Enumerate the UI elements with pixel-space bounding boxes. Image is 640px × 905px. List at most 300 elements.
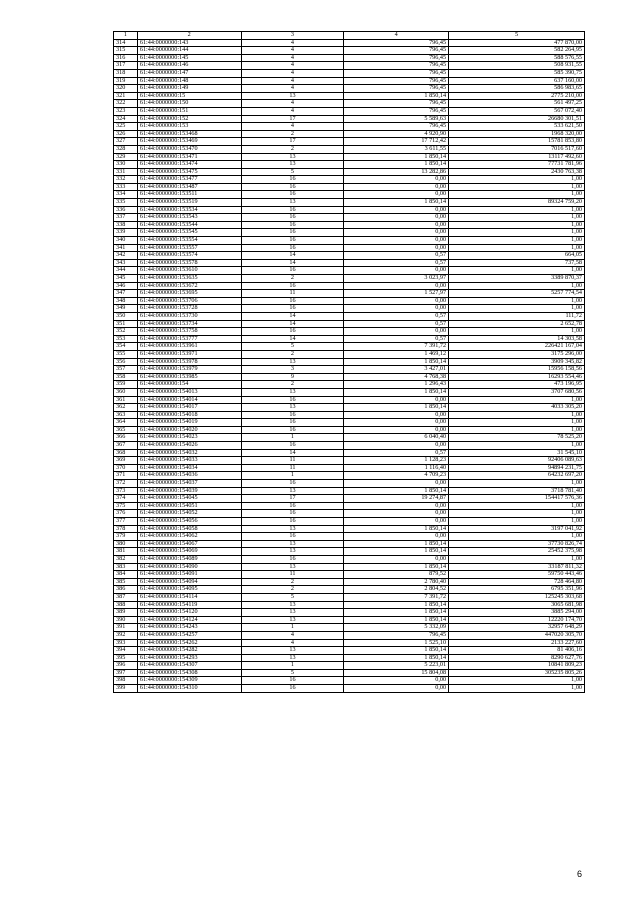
table-cell: 11: [241, 571, 344, 579]
table-cell: 11: [241, 290, 344, 298]
table-cell: 337: [114, 214, 138, 222]
table-row: [114, 221, 585, 229]
table-cell: 3718 781,40: [449, 487, 585, 495]
table-cell: 61:44:0000000:148: [137, 77, 241, 85]
table-cell: 14: [241, 335, 344, 343]
table-row: [114, 442, 585, 450]
table-cell: 1: [241, 662, 344, 670]
table-cell: 0,00: [344, 419, 449, 427]
table-cell: 3197 041,92: [449, 525, 585, 533]
table-cell: 1: [241, 472, 344, 480]
table-row: [114, 624, 585, 632]
table-row: [114, 502, 585, 510]
table-cell: 586 983,65: [449, 85, 585, 93]
table-cell: 316: [114, 54, 138, 62]
table-cell: 368: [114, 449, 138, 457]
table-cell: 4: [241, 39, 344, 47]
table-cell: 369: [114, 457, 138, 465]
table-cell: 0,00: [344, 677, 449, 685]
table-cell: 1,00: [449, 176, 585, 184]
table-cell: 395: [114, 654, 138, 662]
table-cell: 1,00: [449, 533, 585, 541]
table-row: [114, 518, 585, 526]
table-cell: 386: [114, 586, 138, 594]
table-row: [114, 578, 585, 586]
table-row: [114, 358, 585, 366]
table-cell: 1,00: [449, 685, 585, 693]
table-cell: 1 850,14: [344, 487, 449, 495]
table-cell: 322: [114, 100, 138, 108]
table-cell: 61:44:0000000:154069: [137, 548, 241, 556]
table-cell: 370: [114, 464, 138, 472]
table-cell: 61:44:0000000:154119: [137, 601, 241, 609]
table-cell: 61:44:0000000:153477: [137, 176, 241, 184]
table-cell: 0,00: [344, 237, 449, 245]
table-row: [114, 244, 585, 252]
table-cell: 13: [241, 92, 344, 100]
table-cell: 14 303,58: [449, 335, 585, 343]
table-cell: 61:44:0000000:154014: [137, 396, 241, 404]
table-cell: 375: [114, 502, 138, 510]
table-cell: 1,00: [449, 411, 585, 419]
table-cell: 13: [241, 647, 344, 655]
table-cell: 447020 305,70: [449, 631, 585, 639]
table-row: [114, 145, 585, 153]
table-row: [114, 434, 585, 442]
table-cell: 61:44:0000000:154037: [137, 480, 241, 488]
table-cell: 1,00: [449, 480, 585, 488]
table-cell: 3065 681,98: [449, 601, 585, 609]
table-cell: 61:44:0000000:154034: [137, 464, 241, 472]
table-cell: 226421 167,04: [449, 343, 585, 351]
table-row: [114, 297, 585, 305]
table-cell: 5 332,09: [344, 624, 449, 632]
table-cell: 1 850,14: [344, 358, 449, 366]
table-cell: 0,57: [344, 320, 449, 328]
table-row: [114, 404, 585, 412]
table-cell: 2: [241, 578, 344, 586]
table-cell: 0,00: [344, 426, 449, 434]
table-cell: 3: [241, 366, 344, 374]
table-row: [114, 555, 585, 563]
table-cell: 61:44:0000000:153777: [137, 335, 241, 343]
table-cell: 1 527,97: [344, 290, 449, 298]
table-cell: 61:44:0000000:149: [137, 85, 241, 93]
table-row: [114, 320, 585, 328]
table-cell: 61:44:0000000:145: [137, 54, 241, 62]
table-cell: 334: [114, 191, 138, 199]
table-cell: 61:44:0000000:154293: [137, 654, 241, 662]
table-cell: 3 611,55: [344, 145, 449, 153]
table-cell: 9: [241, 373, 344, 381]
table-cell: 380: [114, 540, 138, 548]
table-header-row: [114, 32, 585, 40]
table-cell: 0,00: [344, 183, 449, 191]
table-row: [114, 540, 585, 548]
table-cell: 393: [114, 639, 138, 647]
table-cell: 16: [241, 305, 344, 313]
table-cell: 0,57: [344, 312, 449, 320]
table-row: [114, 609, 585, 617]
table-cell: 2: [241, 275, 344, 283]
table-cell: 362: [114, 404, 138, 412]
table-row: [114, 647, 585, 655]
table-cell: 1,00: [449, 229, 585, 237]
table-cell: 348: [114, 297, 138, 305]
table-cell: 2775 210,00: [449, 92, 585, 100]
table-cell: 1,00: [449, 267, 585, 275]
table-cell: 61:44:0000000:153475: [137, 168, 241, 176]
table-cell: 61:44:0000000:153961: [137, 343, 241, 351]
table-row: [114, 252, 585, 260]
table-row: [114, 487, 585, 495]
table-cell: 5 589,63: [344, 115, 449, 123]
table-cell: 16: [241, 518, 344, 526]
table-cell: 3 427,01: [344, 366, 449, 374]
table-cell: 1,00: [449, 282, 585, 290]
table-cell: 342: [114, 252, 138, 260]
table-cell: 25452 375,98: [449, 548, 585, 556]
table-row: [114, 601, 585, 609]
table-cell: 61:44:0000000:154058: [137, 525, 241, 533]
table-cell: 16: [241, 237, 344, 245]
table-cell: 19 274,87: [344, 495, 449, 503]
table-cell: 61:44:0000000:153487: [137, 183, 241, 191]
table-cell: 390: [114, 616, 138, 624]
table-row: [114, 312, 585, 320]
table-cell: 384: [114, 571, 138, 579]
table-cell: 61:44:0000000:154019: [137, 419, 241, 427]
table-cell: 397: [114, 669, 138, 677]
table-row: [114, 282, 585, 290]
table-cell: 61:44:0000000:154094: [137, 578, 241, 586]
table-cell: 1: [241, 624, 344, 632]
table-cell: 358: [114, 373, 138, 381]
table-row: [114, 677, 585, 685]
table-cell: 14: [241, 252, 344, 260]
table-cell: 2: [241, 350, 344, 358]
table-cell: 637 160,00: [449, 77, 585, 85]
table-cell: 332: [114, 176, 138, 184]
table-cell: 0,00: [344, 480, 449, 488]
table-cell: 1,00: [449, 396, 585, 404]
table-cell: 320: [114, 85, 138, 93]
table-cell: 0,00: [344, 533, 449, 541]
table-cell: 0,00: [344, 510, 449, 518]
table-cell: 1 850,14: [344, 548, 449, 556]
table-row: [114, 350, 585, 358]
table-cell: 11: [241, 464, 344, 472]
table-cell: 16: [241, 244, 344, 252]
table-cell: 2 804,52: [344, 586, 449, 594]
table-cell: 0,00: [344, 191, 449, 199]
table-cell: 5257 774,54: [449, 290, 585, 298]
table-cell: 353: [114, 335, 138, 343]
table-cell: 61:44:0000000:154039: [137, 487, 241, 495]
table-row: [114, 480, 585, 488]
table-row: [114, 510, 585, 518]
table-cell: 61:44:0000000:153471: [137, 153, 241, 161]
table-cell: 1 850,14: [344, 601, 449, 609]
table-cell: 1,00: [449, 419, 585, 427]
table-cell: 340: [114, 237, 138, 245]
table-cell: 16: [241, 533, 344, 541]
table-cell: 61:44:0000000:154013: [137, 388, 241, 396]
table-cell: 4: [241, 47, 344, 55]
table-cell: 4 768,38: [344, 373, 449, 381]
table-cell: 61:44:0000000:153672: [137, 282, 241, 290]
table-row: [114, 328, 585, 336]
table-row: [114, 669, 585, 677]
table-cell: 2: [241, 586, 344, 594]
table-cell: 588 576,55: [449, 54, 585, 62]
table-cell: 0,00: [344, 555, 449, 563]
table-row: [114, 92, 585, 100]
table-cell: 16293 554,46: [449, 373, 585, 381]
table-cell: 2: [241, 145, 344, 153]
table-row: [114, 214, 585, 222]
table-cell: 61:44:0000000:154262: [137, 639, 241, 647]
table-cell: 1968 320,00: [449, 130, 585, 138]
table-cell: 796,45: [344, 39, 449, 47]
table-cell: 373: [114, 487, 138, 495]
table-cell: 61:44:0000000:154062: [137, 533, 241, 541]
table-cell: 354: [114, 343, 138, 351]
table-cell: 4: [241, 77, 344, 85]
table-cell: 330: [114, 161, 138, 169]
table-cell: 26680 301,51: [449, 115, 585, 123]
table-row: [114, 153, 585, 161]
table-cell: 399: [114, 685, 138, 693]
table-cell: 61:44:0000000:154307: [137, 662, 241, 670]
table-cell: 1 469,12: [344, 350, 449, 358]
table-cell: 315: [114, 47, 138, 55]
table-cell: 59750 443,46: [449, 571, 585, 579]
table-cell: 61:44:0000000:154067: [137, 540, 241, 548]
table-cell: 2: [241, 130, 344, 138]
table-row: [114, 237, 585, 245]
table-cell: 2430 763,38: [449, 168, 585, 176]
table-cell: 4033 305,20: [449, 404, 585, 412]
table-cell: 366: [114, 434, 138, 442]
table-cell: 1 850,14: [344, 563, 449, 571]
table-cell: 4: [241, 100, 344, 108]
table-cell: 61:44:0000000:153554: [137, 237, 241, 245]
table-cell: 1,00: [449, 677, 585, 685]
table-cell: 16: [241, 267, 344, 275]
table-cell: 13: [241, 358, 344, 366]
table-row: [114, 206, 585, 214]
table-cell: 32957 648,29: [449, 624, 585, 632]
table-cell: 13: [241, 161, 344, 169]
table-cell: 16: [241, 685, 344, 693]
table-cell: 391: [114, 624, 138, 632]
table-cell: 1,00: [449, 214, 585, 222]
table-cell: 61:44:0000000:154018: [137, 411, 241, 419]
table-cell: 388: [114, 601, 138, 609]
table-row: [114, 115, 585, 123]
table-cell: 16: [241, 555, 344, 563]
table-cell: 61:44:0000000:153728: [137, 305, 241, 313]
table-row: [114, 259, 585, 267]
table-row: [114, 107, 585, 115]
table-cell: 5 223,01: [344, 662, 449, 670]
table-cell: 0,57: [344, 252, 449, 260]
header-cell-3: 3: [241, 32, 344, 40]
table-cell: 16: [241, 176, 344, 184]
table-cell: 61:44:0000000:152: [137, 115, 241, 123]
table-cell: 16: [241, 214, 344, 222]
table-row: [114, 381, 585, 389]
table-cell: 1,00: [449, 305, 585, 313]
table-cell: 338: [114, 221, 138, 229]
table-cell: 367: [114, 442, 138, 450]
table-cell: 344: [114, 267, 138, 275]
table-row: [114, 366, 585, 374]
table-cell: 61:44:0000000:153706: [137, 297, 241, 305]
table-cell: 377: [114, 518, 138, 526]
table-cell: 13: [241, 548, 344, 556]
table-cell: 17: [241, 495, 344, 503]
table-cell: 3885 294,00: [449, 609, 585, 617]
table-cell: 61:44:0000000:153734: [137, 320, 241, 328]
table-cell: 14: [241, 312, 344, 320]
table-cell: 0,57: [344, 449, 449, 457]
table-row: [114, 685, 585, 693]
table-cell: 12220 174,70: [449, 616, 585, 624]
table-cell: 1 525,10: [344, 639, 449, 647]
table-cell: 61:44:0000000:153544: [137, 221, 241, 229]
table-cell: 92406 089,63: [449, 457, 585, 465]
table-row: [114, 563, 585, 571]
table-cell: 4 920,90: [344, 130, 449, 138]
table-cell: 796,45: [344, 631, 449, 639]
table-cell: 1,00: [449, 426, 585, 434]
table-cell: 0,00: [344, 685, 449, 693]
table-cell: 0,00: [344, 396, 449, 404]
table-cell: 4: [241, 631, 344, 639]
table-cell: 1 850,14: [344, 654, 449, 662]
table-row: [114, 62, 585, 70]
table-body: [114, 32, 585, 693]
table-cell: 61:44:0000000:154052: [137, 510, 241, 518]
table-cell: 4: [241, 107, 344, 115]
table-cell: 1 850,14: [344, 609, 449, 617]
table-cell: 1 850,14: [344, 161, 449, 169]
table-cell: 1 850,14: [344, 404, 449, 412]
table-cell: 350: [114, 312, 138, 320]
table-cell: 0,00: [344, 267, 449, 275]
table-cell: 16: [241, 442, 344, 450]
table-row: [114, 548, 585, 556]
table-cell: 16: [241, 502, 344, 510]
table-cell: 317: [114, 62, 138, 70]
table-cell: 61:44:0000000:154090: [137, 563, 241, 571]
table-cell: 796,45: [344, 123, 449, 131]
table-cell: 1 850,14: [344, 525, 449, 533]
table-cell: 125245 303,68: [449, 593, 585, 601]
table-cell: 16: [241, 419, 344, 427]
table-row: [114, 130, 585, 138]
table-cell: 1,00: [449, 297, 585, 305]
table-row: [114, 39, 585, 47]
table-cell: 4: [241, 54, 344, 62]
table-row: [114, 411, 585, 419]
table-cell: 347: [114, 290, 138, 298]
table-cell: 4 709,23: [344, 472, 449, 480]
table-row: [114, 525, 585, 533]
table-cell: 16: [241, 510, 344, 518]
table-cell: 796,45: [344, 107, 449, 115]
table-cell: 327: [114, 138, 138, 146]
table-cell: 319: [114, 77, 138, 85]
table-cell: 351: [114, 320, 138, 328]
table-row: [114, 631, 585, 639]
table-cell: 0,00: [344, 176, 449, 184]
table-cell: 0,00: [344, 244, 449, 252]
table-cell: 13: [241, 563, 344, 571]
table-cell: 13: [241, 487, 344, 495]
table-cell: 364: [114, 419, 138, 427]
data-table: [113, 31, 585, 693]
table-cell: 361: [114, 396, 138, 404]
table-cell: 61:44:0000000:153695: [137, 290, 241, 298]
table-cell: 61:44:0000000:154282: [137, 647, 241, 655]
table-cell: 345: [114, 275, 138, 283]
table-cell: 61:44:0000000:154056: [137, 518, 241, 526]
table-cell: 318: [114, 69, 138, 77]
table-cell: 1,00: [449, 510, 585, 518]
table-cell: 16: [241, 229, 344, 237]
table-cell: 394: [114, 647, 138, 655]
table-cell: 13: [241, 616, 344, 624]
table-cell: 314: [114, 39, 138, 47]
table-cell: 1 850,14: [344, 199, 449, 207]
table-cell: 333: [114, 183, 138, 191]
table-cell: 0,00: [344, 214, 449, 222]
table-cell: 89324 759,20: [449, 199, 585, 207]
table-cell: 796,45: [344, 62, 449, 70]
table-cell: 3389 870,37: [449, 275, 585, 283]
table-cell: 582 264,95: [449, 47, 585, 55]
table-cell: 13: [241, 153, 344, 161]
table-cell: 879,52: [344, 571, 449, 579]
page-number: 6: [576, 869, 582, 879]
table-cell: 1 850,14: [344, 647, 449, 655]
table-cell: 323: [114, 107, 138, 115]
table-cell: 305235 805,26: [449, 669, 585, 677]
table-cell: 324: [114, 115, 138, 123]
table-cell: 61:44:0000000:153474: [137, 161, 241, 169]
table-cell: 154417 576,36: [449, 495, 585, 503]
table-cell: 473 196,95: [449, 381, 585, 389]
table-cell: 61:44:0000000:154114: [137, 593, 241, 601]
table-row: [114, 100, 585, 108]
table-row: [114, 464, 585, 472]
table-cell: 379: [114, 533, 138, 541]
table-cell: 61:44:0000000:154091: [137, 571, 241, 579]
table-cell: 374: [114, 495, 138, 503]
table-row: [114, 290, 585, 298]
table-cell: 343: [114, 259, 138, 267]
table-cell: 1 850,14: [344, 388, 449, 396]
table-cell: 1,00: [449, 244, 585, 252]
table-cell: 77731 781,96: [449, 161, 585, 169]
table-cell: 94894 231,75: [449, 464, 585, 472]
table-row: [114, 495, 585, 503]
table-cell: 61:44:0000000:153470: [137, 145, 241, 153]
table-cell: 1 296,43: [344, 381, 449, 389]
